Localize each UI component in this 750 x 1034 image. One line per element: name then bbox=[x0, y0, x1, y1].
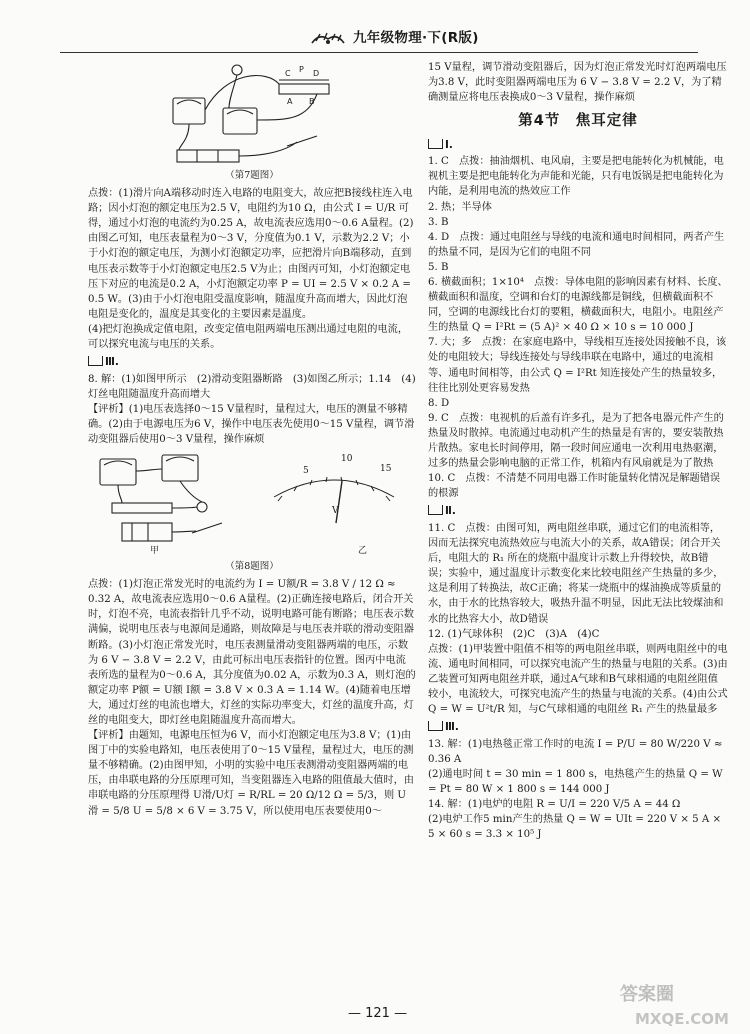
section-3-heading: Ⅲ. bbox=[88, 355, 416, 371]
svg-text:D: D bbox=[313, 69, 320, 78]
section-3-heading-right: Ⅲ. bbox=[428, 720, 728, 736]
answer-3: 3. B bbox=[428, 216, 449, 228]
answer-7-explanation: 点拨：(1)滑片向A端移动时连入电路的电阻变大，故应把B接线柱连入电路；因小灯泡的额定电压为2.5 V，电阻约为10 Ω，由公式 I = U/R 可得，通过小灯泡的电流约为0.25 A，故电流表应选用0～0.6 A量程。(2)由图乙可知，电压表量程为0～3 V，分度值为0.1 V，示数为2.2 V；小于小灯泡的额定电压，为测小灯泡额定功率，应把滑片向B端移动，直到电压表示数等于小灯泡额定电压2.5 V为止；由图丙可知，小灯泡额定电压下对应的电流是0.2 A，小灯泡额定功率 P = UI = 2.5 V × 0.2 A = 0.5 W。(3)由于小灯泡电阻受温度影响，随温度升高而增大，因此灯泡电阻是变化的，温度是其变化的主要因素是温度。 bbox=[88, 188, 414, 320]
figure-8-label-a: 甲 bbox=[150, 546, 160, 557]
right-column bbox=[428, 60, 728, 842]
answer-10: 10. C 点拨：不清楚不同用电器工作时能量转化情况是解题错误的根源 bbox=[428, 473, 721, 500]
figure-7-circuit bbox=[167, 60, 337, 168]
dial-tick-10: 10 bbox=[341, 454, 353, 465]
answer-8-continued: 15 V量程，调节滑动变阻器后，因为灯泡正常发光时灯泡两端电压为3.8 V，此时变阻器两端电压为 6 V − 3.8 V = 2.2 V，为了精确测量应将电压表换成0～3 V量程，操作麻烦 bbox=[428, 62, 727, 104]
section-bracket-icon bbox=[428, 721, 443, 731]
figure-8-label-b: 乙 bbox=[358, 546, 368, 557]
section-bracket-icon bbox=[428, 505, 443, 515]
answer-1: 1. C 点拨：抽油烟机、电风扇，主要是把电能转化为机械能，电视机主要是把电能转化为声能和光能，只有电饭锅是把电能转化为内能，是利用电流的热效应工作 bbox=[428, 156, 724, 198]
answer-6: 6. 横截面积；1×10⁴ 点拨：导体电阻的影响因素有材料、长度、横截面积和温度，空调和台灯的电源线都是铜线，但横截面积不同，空调的电源线比台灯的要粗，横截面积大，电阻小。电阻丝产生的热量 Q = I²Rt = (5 A)² × 40 Ω × 10 s = 10 000 J bbox=[428, 277, 728, 334]
left-column bbox=[88, 60, 416, 819]
answer-9: 9. C 点拨：电视机的后盖有许多孔，是为了把各电器元件产生的热量及时散掉。电流通过电动机产生的热量是有害的，要安装散热片散热。家电长时间停用，隔一段时间应通电一次利用电热驱潮，过多的热量会影响电脑的正常工作，机箱内有风扇就是为了散热 bbox=[428, 412, 724, 470]
header-rule bbox=[60, 52, 698, 53]
answer-12: 12. (1)气球体积 (2)C (3)A (4)C bbox=[428, 628, 600, 640]
answer-12-explanation: 点拨：(1)甲装置中阻值不相等的两电阻丝串联，则两电阻丝中的电流、通电时间相同，可以探究电流产生的热量与电阻的关系。(3)由乙装置可知两电阻丝并联，通过A气球和B气球相通的电阻丝阻值较小，电流较大，可探究电流产生的热量与电流的关系。(4)由公式 Q = W = U²t/R 知，与C气球相通的电阻丝 R₁ 产生的热量最多 bbox=[428, 643, 728, 716]
answer-7: 7. 大；多 点拨：在家庭电路中，导线相互连接处因接触不良，该处的电阻较大；导线连接处与导线串联在电路中，通过的电流相等、通电时间相等，由公式 Q = I²Rt 知连接处产生的热量较多，往往比别处更容易发热 bbox=[428, 337, 727, 394]
answer-13-part2: (2)通电时间 t = 30 min = 1 800 s，电热毯产生的热量 Q = W = Pt = 80 W × 1 800 s = 144 000 J bbox=[428, 768, 723, 795]
figure-8-caption: （第8题图） bbox=[225, 561, 279, 573]
figure-8-circuit bbox=[92, 449, 242, 549]
section-title: 第4节 焦耳定律 bbox=[518, 113, 638, 130]
answer-13: 13. 解：(1)电热毯正常工作时的电流 I = P/U = 80 W/220 V ≈ 0.36 A bbox=[428, 738, 723, 765]
answer-14: 14. 解：(1)电炉的电阻 R = U/I = 220 V/5 A = 44 Ω bbox=[428, 799, 681, 811]
dial-tick-15: 15 bbox=[380, 464, 392, 475]
header-title: 九年级物理·下(R版) bbox=[353, 30, 479, 46]
section-2-heading: Ⅱ. bbox=[428, 504, 728, 520]
answer-11: 11. C 点拨：由图可知，两电阻丝串联，通过它们的电流相等，因而无法探究电流热效应与电流大小的关系，故A错误；闭合开关后，电阻大的 R₁ 所在的烧瓶中温度计示数上升得较快，故B错误；实验中，通过温度计示数变化来比较电阻丝产生热量的多少，这是利用了转换法，故C正确；将某一烧瓶中的煤油换成等质量的水，由于水的比热容较大，吸热升温不明显，因此无法比较煤油和水的比热容大小，故D错误 bbox=[428, 522, 724, 625]
dial-unit: V bbox=[332, 506, 339, 517]
section-1-heading: Ⅰ. bbox=[428, 138, 728, 154]
figure-7-caption: （第7题图） bbox=[225, 170, 279, 181]
answer-5: 5. B bbox=[428, 261, 449, 273]
answer-2: 2. 热；半导体 bbox=[428, 201, 492, 213]
page-header bbox=[0, 0, 750, 56]
answer-4: 4. D 点拨：通过电阻丝与导线的电流和通电时间相同，两者产生的热量不同，是因为它们的电阻不同 bbox=[428, 231, 725, 258]
svg-text:B: B bbox=[309, 97, 315, 106]
section-bracket-icon bbox=[428, 139, 443, 149]
answer-8-review-2: 【评析】由题知，电源电压恒为6 V，而小灯泡额定电压为3.8 V；(1)由图丁中的实验电路知，电压表使用了0～15 V量程，量程过大，电压的测量不够精确。(2)由图甲知，小明的实验中电压表测滑动变阻器两端的电压，由串联电路的分压原理可知，当变阻器连入电路的阻值最大值时，由串联电路的分压原理得 U滑/U灯 = R/RL = 20 Ω/12 Ω = 5/3，则 U滑 = 5/8 U = 5/8 × 6 V = 3.75 V，所以使用电压表要使用0～ bbox=[88, 730, 414, 817]
book-logo-icon bbox=[310, 30, 346, 46]
answer-8: 8. 解：(1)如图甲所示 (2)滑动变阻器断路 (3)如图乙所示；1.14 (4)灯丝电阻随温度升高而增大 bbox=[88, 373, 416, 400]
page-number: — 121 — bbox=[348, 1006, 408, 1021]
answer-7-note: (4)把灯泡换成定值电阻，改变定值电阻两端电压测出通过电阻的电流，可以探究电流与电压的关系。 bbox=[88, 323, 409, 350]
watermark-url: MXQE.COM bbox=[635, 1010, 729, 1028]
figure-8 bbox=[88, 449, 416, 559]
watermark: 答案圈 bbox=[620, 984, 674, 1005]
svg-text:P: P bbox=[299, 65, 304, 74]
answer-8-review: 【评析】(1)电压表选择0～15 V量程时，量程过大，电压的测量不够精确。(2)由于电源电压为6 V，操作中电压表先使用0～15 V量程，调节滑动变阻器后使用0～3 V量程，操作麻烦 bbox=[88, 403, 415, 445]
dial-tick-5: 5 bbox=[303, 466, 309, 477]
answer-8-choice: 8. D bbox=[428, 397, 450, 409]
answer-14-part2: (2)电炉工作5 min产生的热量 Q = W = UIt = 220 V × 5 A × 5 × 60 s = 3.3 × 10⁵ J bbox=[428, 814, 722, 841]
svg-text:A: A bbox=[287, 97, 293, 106]
answer-8-explanation: 点拨：(1)灯泡正常发光时的电流约为 I = U额/R = 3.8 V / 12 Ω ≈ 0.32 A，故电流表应选用0～0.6 A量程。(2)正确连接电路后，闭合开关时，灯泡不亮，电流表指针几乎不动，说明电路可能有断路；电压表示数满偏，说明电压表与电源间是通路，则故障是与电压表并联的滑动变阻器断路。(3)小灯泡正常发光时，电压表测量滑动变阻器两端的电压，示数为 6 V − 3.8 V = 2.2 V，由此可标出电压表指针的位置。图丙中电流表所选的量程为0～0.6 A，其分度值为0.02 A，示数为0.3 A，则灯泡的额定功率 P额 = U额 I额 = 3.8 V × 0.3 A = 1.14 W。(4)随着电压增大，通过灯丝的电流也增大，灯丝的实际功率变大，灯丝的温度升高，灯丝的电阻变大，即灯丝电阻随温度升高而增大。 bbox=[88, 579, 416, 726]
section-bracket-icon bbox=[88, 356, 103, 366]
svg-text:C: C bbox=[285, 69, 291, 78]
